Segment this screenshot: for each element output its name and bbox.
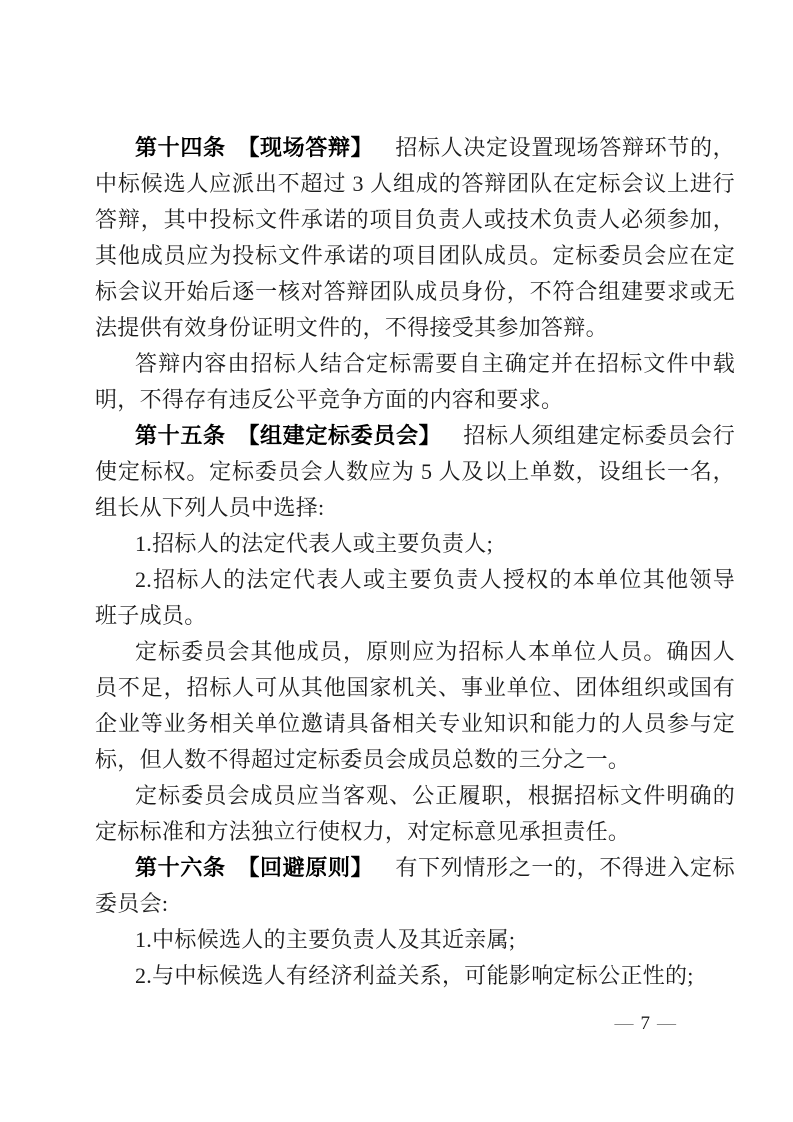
line-text: 委员会: <box>95 891 169 916</box>
text-line <box>95 382 735 418</box>
line-text: 标会议开始后逐一核对答辩团队成员身份，不符合组建要求或无 <box>95 279 735 304</box>
text-line <box>95 706 735 742</box>
text-line <box>95 598 735 634</box>
line-text: 员不足，招标人可从其他国家机关、事业单位、团体组织或国有 <box>95 675 735 700</box>
article-heading: 第十五条 【组建定标委员会】 <box>135 424 442 449</box>
text-line <box>95 814 735 850</box>
line-text: 组长从下列人员中选择: <box>95 495 325 520</box>
line-text: 定标标准和方法独立行使权力，对定标意见承担责任。 <box>95 819 631 844</box>
line-text: 法提供有效身份证明文件的，不得接受其参加答辩。 <box>95 315 608 340</box>
text-line <box>95 634 735 670</box>
footer-dash-right: — <box>657 1013 677 1034</box>
text-line <box>95 562 735 598</box>
line-text: 答辩，其中投标文件承诺的项目负责人或技术负责人必须参加， <box>95 207 735 232</box>
text-line <box>95 778 735 814</box>
line-text: 标，但人数不得超过定标委员会成员总数的三分之一。 <box>95 747 631 772</box>
text-line <box>95 274 735 310</box>
text-line <box>95 742 735 778</box>
text-line <box>95 850 735 886</box>
footer-dash-left: — <box>614 1013 635 1034</box>
line-text: 2.招标人的法定代表人或主要负责人授权的本单位其他领导 <box>135 567 735 592</box>
text-line <box>95 886 735 922</box>
article-heading: 第十四条 【现场答辩】 <box>135 136 374 161</box>
line-text: 招标人决定设置现场答辩环节的， <box>395 135 735 160</box>
line-text: 招标人须组建定标委员会行 <box>463 423 736 448</box>
line-text: 1.招标人的法定代表人或主要负责人; <box>135 531 494 556</box>
line-text: 定标委员会成员应当客观、公正履职，根据招标文件明确的 <box>135 783 735 808</box>
page-footer <box>609 1010 684 1038</box>
text-line <box>95 670 735 706</box>
line-text: 有下列情形之一的，不得进入定标 <box>395 855 735 880</box>
line-text: 其他成员应为投标文件承诺的项目团队成员。定标委员会应在定 <box>95 243 735 268</box>
line-text: 中标候选人应派出不超过 3 人组成的答辩团队在定标会议上进行 <box>95 171 735 196</box>
text-line <box>95 418 735 454</box>
line-text: 1.中标候选人的主要负责人及其近亲属; <box>135 927 516 952</box>
line-text: 答辩内容由招标人结合定标需要自主确定并在招标文件中载 <box>135 351 735 376</box>
text-line <box>95 166 735 202</box>
line-text: 明，不得存有违反公平竞争方面的内容和要求。 <box>95 387 564 412</box>
document-text <box>95 130 735 994</box>
page-number: 7 <box>640 1013 651 1034</box>
text-line <box>95 130 735 166</box>
line-text: 使定标权。定标委员会人数应为 5 人及以上单数，设组长一名， <box>95 459 735 484</box>
text-line <box>95 346 735 382</box>
text-line <box>95 958 735 994</box>
line-text: 企业等业务相关单位邀请具备相关专业知识和能力的人员参与定 <box>95 711 735 736</box>
text-line <box>95 454 735 490</box>
line-text: 定标委员会其他成员，原则应为招标人本单位人员。确因人 <box>135 639 735 664</box>
text-line <box>95 202 735 238</box>
text-line <box>95 490 735 526</box>
text-line <box>95 238 735 274</box>
text-line <box>95 526 735 562</box>
text-line <box>95 310 735 346</box>
line-text: 班子成员。 <box>95 603 207 628</box>
text-line <box>95 922 735 958</box>
article-heading: 第十六条 【回避原则】 <box>135 856 374 881</box>
line-text: 2.与中标候选人有经济利益关系，可能影响定标公正性的; <box>135 963 694 988</box>
